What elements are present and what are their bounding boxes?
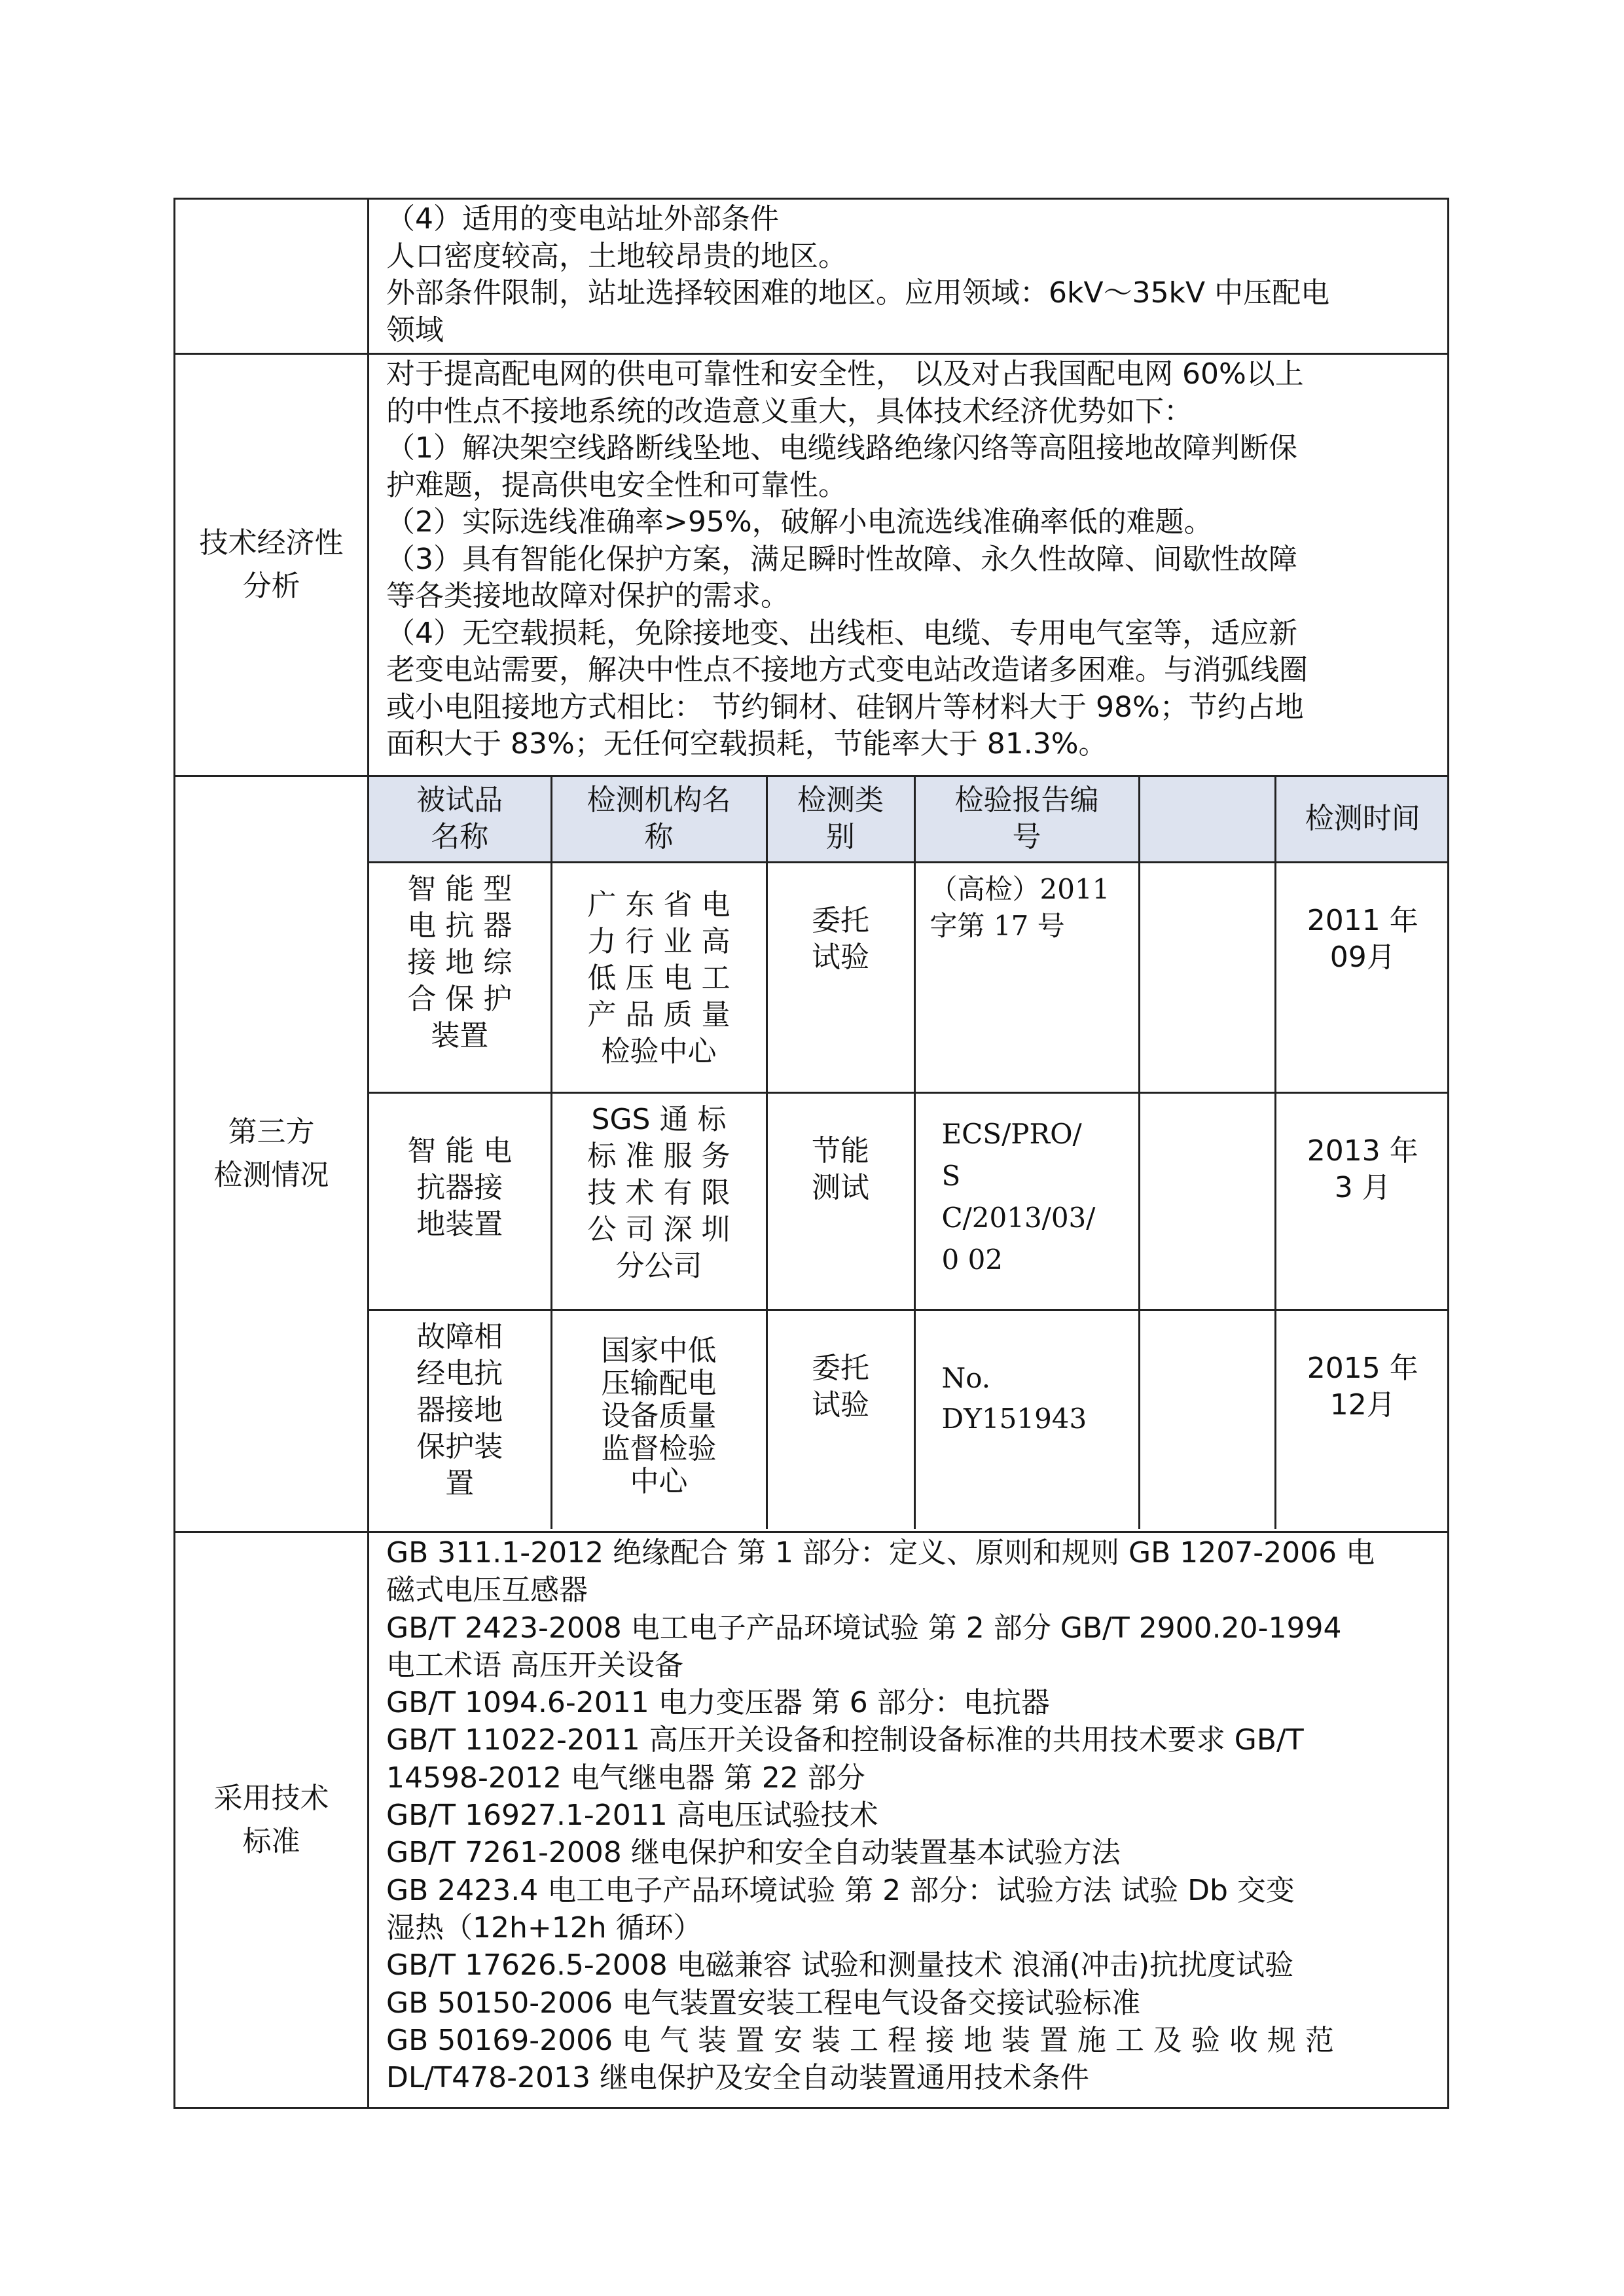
text-line: 对于提高配电网的供电可靠性和安全性， 以及对占我国配电网 60%以上 bbox=[386, 357, 1304, 391]
testing-table bbox=[369, 777, 1449, 1529]
header-text: 被试品 bbox=[416, 783, 503, 817]
cell-time bbox=[1275, 1092, 1449, 1310]
header-test-type bbox=[767, 777, 914, 862]
site-conditions-label bbox=[175, 199, 369, 354]
cell-report bbox=[914, 1092, 1139, 1310]
cell-text: 地装置 bbox=[416, 1207, 503, 1241]
header-product-name bbox=[369, 777, 551, 862]
label-line: 第三方 bbox=[228, 1115, 315, 1149]
text-line: 外部条件限制，站址选择较困难的地区。应用领域：6kV～35kV 中压配电 bbox=[386, 276, 1330, 310]
cell-text: 09月 bbox=[1329, 940, 1396, 974]
header-text: 检测时间 bbox=[1305, 802, 1420, 836]
cell-text: 故障相 bbox=[416, 1319, 503, 1354]
cell-text: 接 地 综 bbox=[407, 945, 513, 979]
cell-text: 合 保 护 bbox=[407, 982, 513, 1016]
text-line: 面积大于 83%；无任何空载损耗，节能率大于 81.3%。 bbox=[386, 727, 1108, 761]
header-test-org bbox=[551, 777, 767, 862]
label-line: 分析 bbox=[242, 569, 300, 603]
text-line: 或小电阻接地方式相比： 节约铜材、硅钢片等材料大于 98%；节约占地 bbox=[386, 690, 1304, 724]
cell-empty bbox=[1139, 862, 1275, 1092]
cell-org bbox=[551, 1092, 767, 1310]
standards-label bbox=[175, 1532, 369, 2108]
text-line: （2）实际选线准确率>95%，破解小电流选线准确率低的难题。 bbox=[386, 505, 1213, 539]
cell-text: 监督检验 bbox=[601, 1431, 717, 1465]
cell-empty bbox=[1139, 1092, 1275, 1310]
cell-text: 力 行 业 高 bbox=[587, 924, 731, 958]
text-line: （1）解决架空线路断线坠地、电缆线路绝缘闪络等高阻接地故障判断保 bbox=[386, 431, 1297, 465]
standards-content bbox=[369, 1532, 1449, 2108]
header-text: 检测类 bbox=[797, 783, 884, 817]
cell-text: 试验 bbox=[812, 940, 869, 974]
cell-time bbox=[1275, 862, 1449, 1092]
cell-text: 产 品 质 量 bbox=[587, 997, 731, 1031]
cell-text: 标 准 服 务 bbox=[587, 1139, 731, 1173]
cell-text: DY151943 bbox=[941, 1402, 1087, 1435]
standard-line: 湿热（12h+12h 循环） bbox=[386, 1910, 702, 1945]
cell-text: 试验 bbox=[812, 1388, 869, 1422]
cell-text: 测试 bbox=[812, 1170, 869, 1204]
standard-line: GB/T 2423-2008 电工电子产品环境试验 第 2 部分 GB/T 2900.20-1994 bbox=[386, 1611, 1342, 1645]
standard-line: GB/T 17626.5-2008 电磁兼容 试验和测量技术 浪涌(冲击)抗扰度试验 bbox=[386, 1948, 1294, 1982]
standard-line: 磁式电压互感器 bbox=[386, 1573, 588, 1607]
header-text: 检测机构名 bbox=[586, 783, 731, 817]
header-text: 称 bbox=[644, 820, 674, 854]
cell-text: 公 司 深 圳 bbox=[587, 1212, 731, 1246]
cell-text: 节能 bbox=[812, 1134, 869, 1168]
text-line: 的中性点不接地系统的改造意义重大，具体技术经济优势如下： bbox=[386, 394, 1193, 428]
tech-econ-content bbox=[369, 354, 1449, 776]
cell-text: 装置 bbox=[431, 1018, 489, 1052]
cell-text: 技 术 有 限 bbox=[587, 1175, 731, 1210]
cell-text: （高检）2011 bbox=[929, 872, 1110, 905]
cell-type bbox=[767, 862, 914, 1092]
cell-text: 广 东 省 电 bbox=[587, 888, 731, 922]
row-tech-econ bbox=[175, 354, 1449, 776]
text-line: （4）适用的变电站址外部条件 bbox=[386, 202, 779, 236]
standard-line: GB 50169-2006 电 气 装 置 安 装 工 程 接 地 装 置 施 工 及 验 收 规 范 bbox=[386, 2023, 1334, 2057]
cell-text: 置 bbox=[445, 1466, 475, 1500]
cell-text: 委托 bbox=[812, 1351, 869, 1385]
header-text: 别 bbox=[826, 820, 855, 854]
cell-text: S bbox=[941, 1159, 961, 1192]
cell-text: 中心 bbox=[630, 1464, 688, 1498]
cell-text: 12月 bbox=[1329, 1388, 1396, 1422]
cell-text: 委托 bbox=[812, 903, 869, 937]
cell-type bbox=[767, 1310, 914, 1529]
cell-text: 经电抗 bbox=[416, 1356, 503, 1390]
text-line: 人口密度较高，土地较昂贵的地区。 bbox=[386, 239, 847, 273]
cell-product bbox=[369, 1092, 551, 1310]
cell-text: 0 02 bbox=[941, 1243, 1003, 1276]
row-third-party-testing bbox=[175, 776, 1449, 1532]
cell-text: 国家中低 bbox=[601, 1333, 717, 1367]
site-conditions-content bbox=[369, 199, 1449, 354]
testing-content bbox=[369, 776, 1449, 1532]
cell-type bbox=[767, 1092, 914, 1310]
standard-line: GB/T 11022-2011 高压开关设备和控制设备标准的共用技术要求 GB/T bbox=[386, 1723, 1304, 1757]
header-text: 名称 bbox=[431, 820, 489, 854]
label-line: 技术经济性 bbox=[199, 526, 344, 560]
cell-text: 智 能 电 bbox=[407, 1134, 513, 1168]
row-site-conditions bbox=[175, 199, 1449, 354]
text-line: （4）无空载损耗，免除接地变、出线柜、电缆、专用电气室等，适应新 bbox=[386, 616, 1297, 650]
cell-product bbox=[369, 862, 551, 1092]
standard-line: GB 311.1-2012 绝缘配合 第 1 部分：定义、原则和规则 GB 1207-2006 电 bbox=[386, 1536, 1375, 1570]
cell-empty bbox=[1139, 1310, 1275, 1529]
cell-text: ECS/PRO/ bbox=[941, 1117, 1082, 1150]
standard-line: GB/T 7261-2008 继电保护和安全自动装置基本试验方法 bbox=[386, 1836, 1121, 1870]
cell-text: 2011 年 bbox=[1307, 903, 1418, 937]
standard-line: GB/T 1094.6-2011 电力变压器 第 6 部分：电抗器 bbox=[386, 1686, 1050, 1720]
tech-econ-label bbox=[175, 354, 369, 776]
cell-text: 器接地 bbox=[416, 1393, 503, 1427]
text-line: 老变电站需要，解决中性点不接地方式变电站改造诸多困难。与消弧线圈 bbox=[386, 653, 1308, 687]
cell-report bbox=[914, 862, 1139, 1092]
label-line: 标准 bbox=[242, 1824, 300, 1858]
testing-header-row bbox=[369, 777, 1449, 862]
label-line: 检测情况 bbox=[213, 1158, 329, 1192]
cell-time bbox=[1275, 1310, 1449, 1529]
standard-line: GB/T 16927.1-2011 高电压试验技术 bbox=[386, 1799, 878, 1833]
cell-report bbox=[914, 1310, 1139, 1529]
cell-text: 低 压 电 工 bbox=[587, 961, 731, 995]
cell-org bbox=[551, 862, 767, 1092]
table-row bbox=[369, 862, 1449, 1092]
cell-text: 智 能 型 bbox=[407, 872, 513, 906]
cell-text: 检验中心 bbox=[601, 1034, 717, 1068]
header-test-time bbox=[1275, 777, 1449, 862]
standard-line: DL/T478-2013 继电保护及安全自动装置通用技术条件 bbox=[386, 2061, 1089, 2095]
cell-text: 保护装 bbox=[416, 1429, 503, 1463]
text-line: 护难题，提高供电安全性和可靠性。 bbox=[386, 468, 847, 502]
standard-line: 电工术语 高压开关设备 bbox=[386, 1648, 683, 1682]
table-row bbox=[369, 1310, 1449, 1529]
cell-text: 抗器接 bbox=[416, 1170, 503, 1204]
header-empty bbox=[1139, 777, 1275, 862]
cell-text: No. bbox=[941, 1361, 991, 1394]
standard-line: GB 2423.4 电工电子产品环境试验 第 2 部分：试验方法 试验 Db 交变 bbox=[386, 1873, 1295, 1907]
cell-text: 电 抗 器 bbox=[407, 908, 513, 942]
text-line: 领域 bbox=[386, 313, 444, 347]
cell-text: C/2013/03/ bbox=[941, 1201, 1096, 1234]
row-standards bbox=[175, 1532, 1449, 2108]
cell-text: 分公司 bbox=[615, 1249, 702, 1283]
cell-text: 压输配电 bbox=[601, 1366, 717, 1400]
table-row bbox=[369, 1092, 1449, 1310]
main-table bbox=[173, 198, 1449, 2109]
text-line: 等各类接地故障对保护的需求。 bbox=[386, 579, 789, 613]
standard-line: 14598-2012 电气继电器 第 22 部分 bbox=[386, 1761, 865, 1795]
cell-text: 设备质量 bbox=[601, 1399, 717, 1433]
cell-text: 2013 年 bbox=[1307, 1134, 1418, 1168]
cell-text: 2015 年 bbox=[1307, 1351, 1418, 1385]
cell-text: 3 月 bbox=[1334, 1170, 1391, 1204]
testing-label bbox=[175, 776, 369, 1532]
cell-text: 字第 17 号 bbox=[929, 909, 1065, 942]
cell-text: SGS 通 标 bbox=[591, 1102, 727, 1136]
header-report-number bbox=[914, 777, 1139, 862]
header-text: 号 bbox=[1012, 820, 1041, 854]
cell-org bbox=[551, 1310, 767, 1529]
text-line: （3）具有智能化保护方案，满足瞬时性故障、永久性故障、间歇性故障 bbox=[386, 542, 1297, 576]
header-text: 检验报告编 bbox=[954, 783, 1099, 817]
standard-line: GB 50150-2006 电气装置安装工程电气设备交接试验标准 bbox=[386, 1986, 1141, 2020]
cell-product bbox=[369, 1310, 551, 1529]
label-line: 采用技术 bbox=[213, 1781, 329, 1815]
